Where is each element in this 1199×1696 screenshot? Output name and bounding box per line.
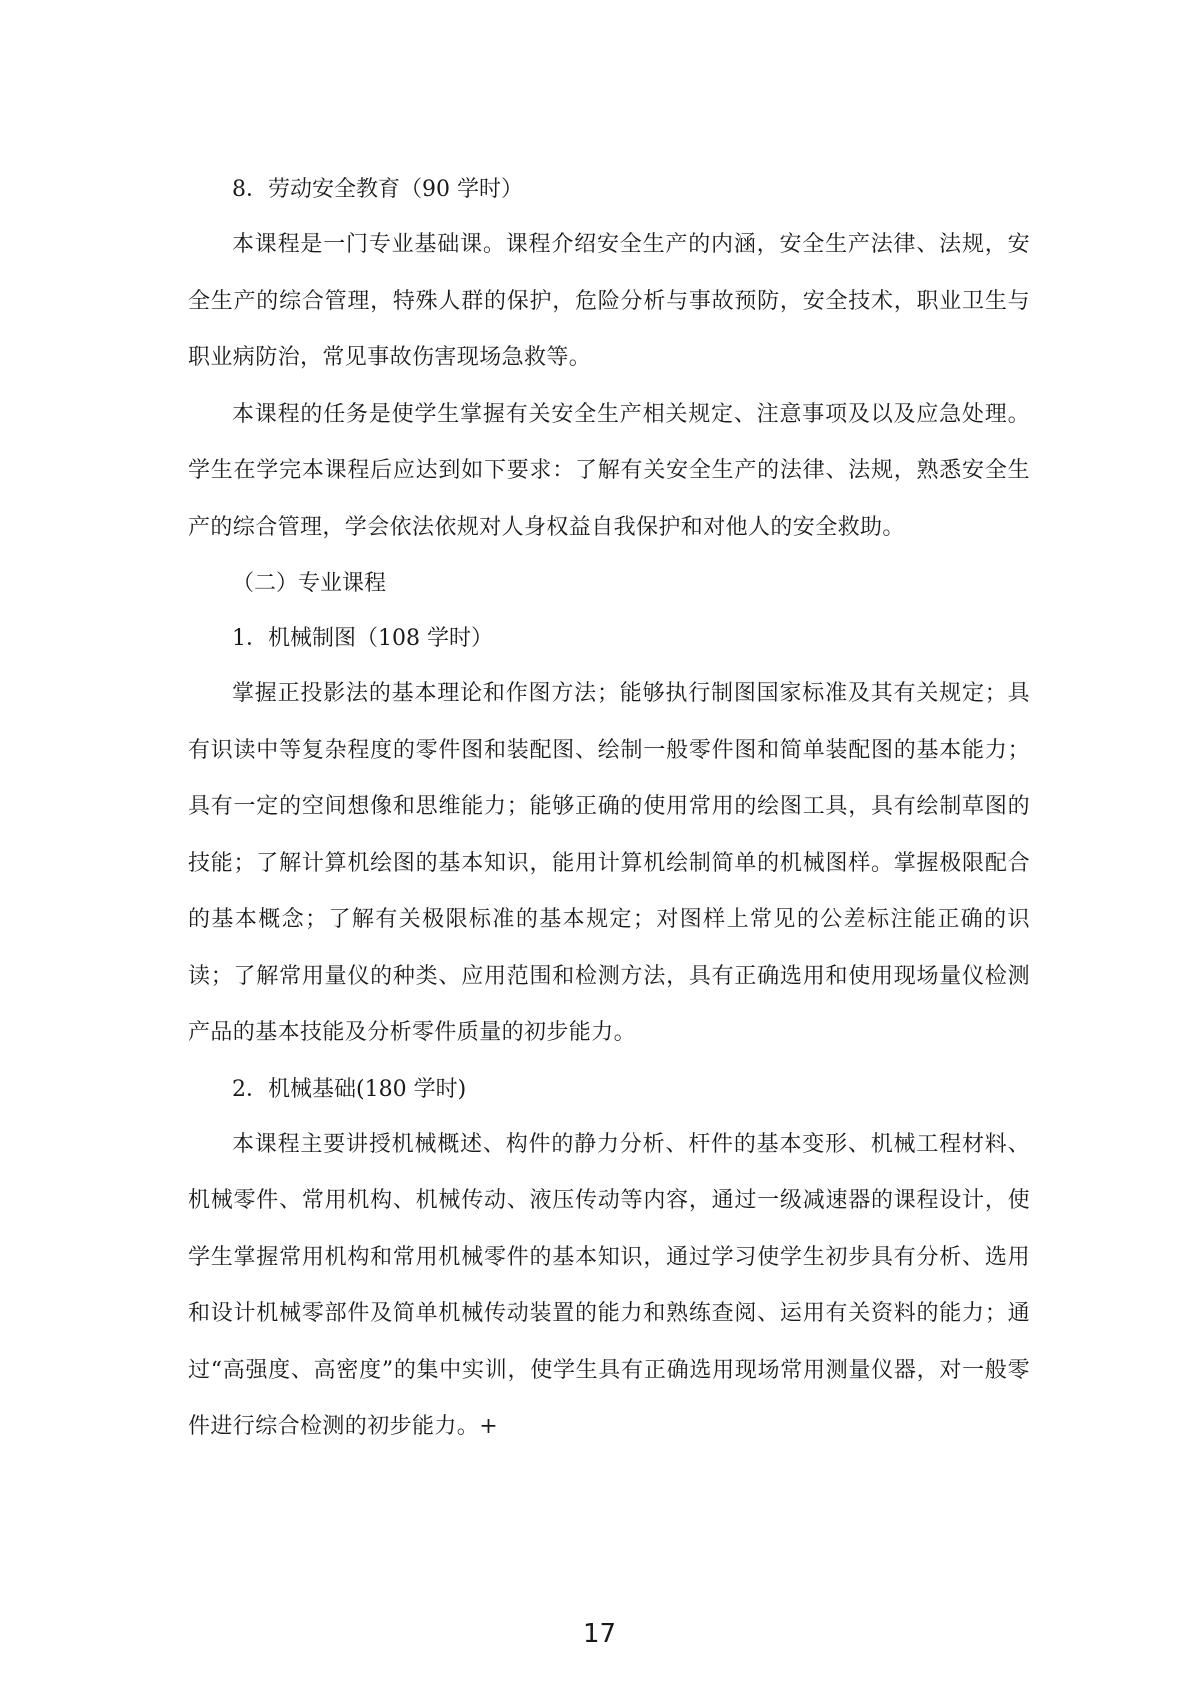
page-number: 17 bbox=[582, 1619, 617, 1649]
mechanical-drawing-paragraph: 掌握正投影法的基本理论和作图方法；能够执行制图国家标准及其有关规定；具有识读中等复杂程度的零件图和装配图、绘制一般零件图和简单装配图的基本能力；具有一定的空间想像和思维能力；能够正确的使用常用的绘图工具，具有绘制草图的技能；了解计算机绘图的基本知识，能用计算机绘制简单的机械图样。掌握极限配合的基本概念；了解有关极限标准的基本规定；对图样上常见的公差标注能正确的识读；了解常用量仪的种类、应用范围和检测方法，具有正确选用和使用现场量仪检测产品的基本技能及分析零件质量的初步能力。 bbox=[188, 681, 1030, 1045]
labor-safety-task-paragraph: 本课程的任务是使学生掌握有关安全生产相关规定、注意事项及以及应急处理。学生在学完本课程后应达到如下要求：了解有关安全生产的法律、法规，熟悉安全生产的综合管理，学会依法依规对人身权益自我保护和对他人的安全救助。 bbox=[188, 401, 1030, 540]
labor-safety-intro-paragraph: 本课程是一门专业基础课。课程介绍安全生产的内涵，安全生产法律、法规，安全生产的综合管理，特殊人群的保护，危险分析与事故预防，安全技术，职业卫生与职业病防治，常见事故伤害现场急救等。 bbox=[188, 232, 1030, 370]
course-title-mechanical-basics: 2．机械基础(180 学时) bbox=[232, 1076, 467, 1102]
section-title-labor-safety: 8．劳动安全教育（90 学时） bbox=[232, 177, 523, 202]
page-body bbox=[188, 162, 1030, 1456]
course-title-mechanical-drawing: 1．机械制图（108 学时） bbox=[232, 626, 493, 651]
part-title-professional-courses: （二）专业课程 bbox=[232, 571, 387, 596]
mechanical-basics-paragraph: 本课程主要讲授机械概述、构件的静力分析、杆件的基本变形、机械工程材料、机械零件、常用机构、机械传动、液压传动等内容，通过一级减速器的课程设计，使学生掌握常用机构和常用机械零件的基本知识，通过学习使学生初步具有分析、选用和设计机械零部件及简单机械传动装置的能力和熟练查阅、运用有关资料的能力；通过“高强度、高密度”的集中实训，使学生具有正确选用现场常用测量仪器，对一般零件进行综合检测的初步能力。+ bbox=[188, 1131, 1030, 1439]
